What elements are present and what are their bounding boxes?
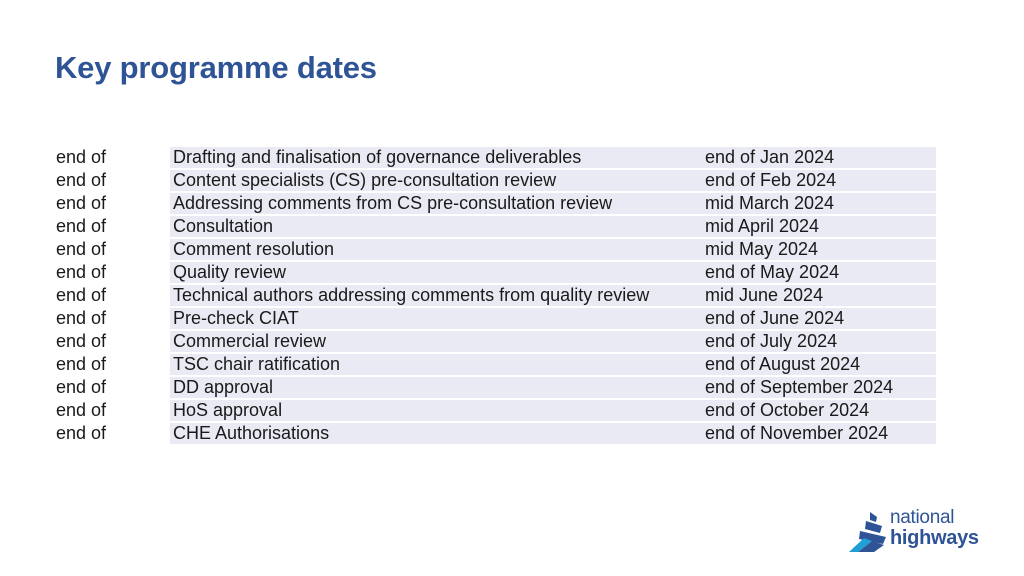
row-when-cell: end of bbox=[53, 376, 170, 399]
row-date-cell: end of October 2024 bbox=[702, 399, 936, 422]
national-highways-logo bbox=[846, 508, 988, 554]
row-date-cell: end of Jan 2024 bbox=[702, 147, 936, 169]
row-activity-cell: Quality review bbox=[170, 261, 702, 284]
table-row bbox=[53, 422, 936, 445]
row-activity-cell: CHE Authorisations bbox=[170, 422, 702, 445]
row-when-cell: end of bbox=[53, 192, 170, 215]
row-date-cell: end of May 2024 bbox=[702, 261, 936, 284]
row-date-cell: end of November 2024 bbox=[702, 422, 936, 445]
table-row bbox=[53, 169, 936, 192]
national-highways-logo-icon bbox=[846, 508, 892, 554]
row-activity-cell: Drafting and finalisation of governance deliverables bbox=[170, 147, 702, 169]
table-row bbox=[53, 307, 936, 330]
row-activity-cell: TSC chair ratification bbox=[170, 353, 702, 376]
row-activity-cell: Pre-check CIAT bbox=[170, 307, 702, 330]
table-row bbox=[53, 284, 936, 307]
row-date-cell: end of June 2024 bbox=[702, 307, 936, 330]
row-when-cell: end of bbox=[53, 261, 170, 284]
row-activity-cell: HoS approval bbox=[170, 399, 702, 422]
row-when-cell: end of bbox=[53, 330, 170, 353]
row-date-cell: end of August 2024 bbox=[702, 353, 936, 376]
table-row bbox=[53, 215, 936, 238]
row-date-cell: mid April 2024 bbox=[702, 215, 936, 238]
row-when-cell: end of bbox=[53, 215, 170, 238]
row-date-cell: end of July 2024 bbox=[702, 330, 936, 353]
row-activity-cell: Comment resolution bbox=[170, 238, 702, 261]
programme-dates-table bbox=[53, 147, 936, 446]
row-when-cell: end of bbox=[53, 307, 170, 330]
row-when-cell: end of bbox=[53, 422, 170, 445]
row-date-cell: mid May 2024 bbox=[702, 238, 936, 261]
row-date-cell: mid June 2024 bbox=[702, 284, 936, 307]
logo-line-2: highways bbox=[890, 527, 979, 549]
row-activity-cell: Commercial review bbox=[170, 330, 702, 353]
row-activity-cell: Addressing comments from CS pre-consultation review bbox=[170, 192, 702, 215]
table-row bbox=[53, 192, 936, 215]
row-activity-cell: Content specialists (CS) pre-consultation review bbox=[170, 169, 702, 192]
row-when-cell: end of bbox=[53, 284, 170, 307]
page-title: Key programme dates bbox=[55, 50, 377, 85]
row-activity-cell: DD approval bbox=[170, 376, 702, 399]
row-date-cell: end of September 2024 bbox=[702, 376, 936, 399]
table-row bbox=[53, 238, 936, 261]
row-when-cell: end of bbox=[53, 238, 170, 261]
row-date-cell: end of Feb 2024 bbox=[702, 169, 936, 192]
row-when-cell: end of bbox=[53, 353, 170, 376]
logo-line-1: national bbox=[890, 507, 955, 528]
row-activity-cell: Consultation bbox=[170, 215, 702, 238]
row-when-cell: end of bbox=[53, 169, 170, 192]
programme-dates-body bbox=[53, 147, 936, 445]
table-row bbox=[53, 376, 936, 399]
table-row bbox=[53, 353, 936, 376]
table-row bbox=[53, 399, 936, 422]
table-row bbox=[53, 261, 936, 284]
row-when-cell: end of bbox=[53, 147, 170, 169]
table-row bbox=[53, 330, 936, 353]
table-row bbox=[53, 147, 936, 169]
logo-wordmark bbox=[890, 508, 979, 548]
row-when-cell: end of bbox=[53, 399, 170, 422]
row-date-cell: mid March 2024 bbox=[702, 192, 936, 215]
row-activity-cell: Technical authors addressing comments from quality review bbox=[170, 284, 702, 307]
